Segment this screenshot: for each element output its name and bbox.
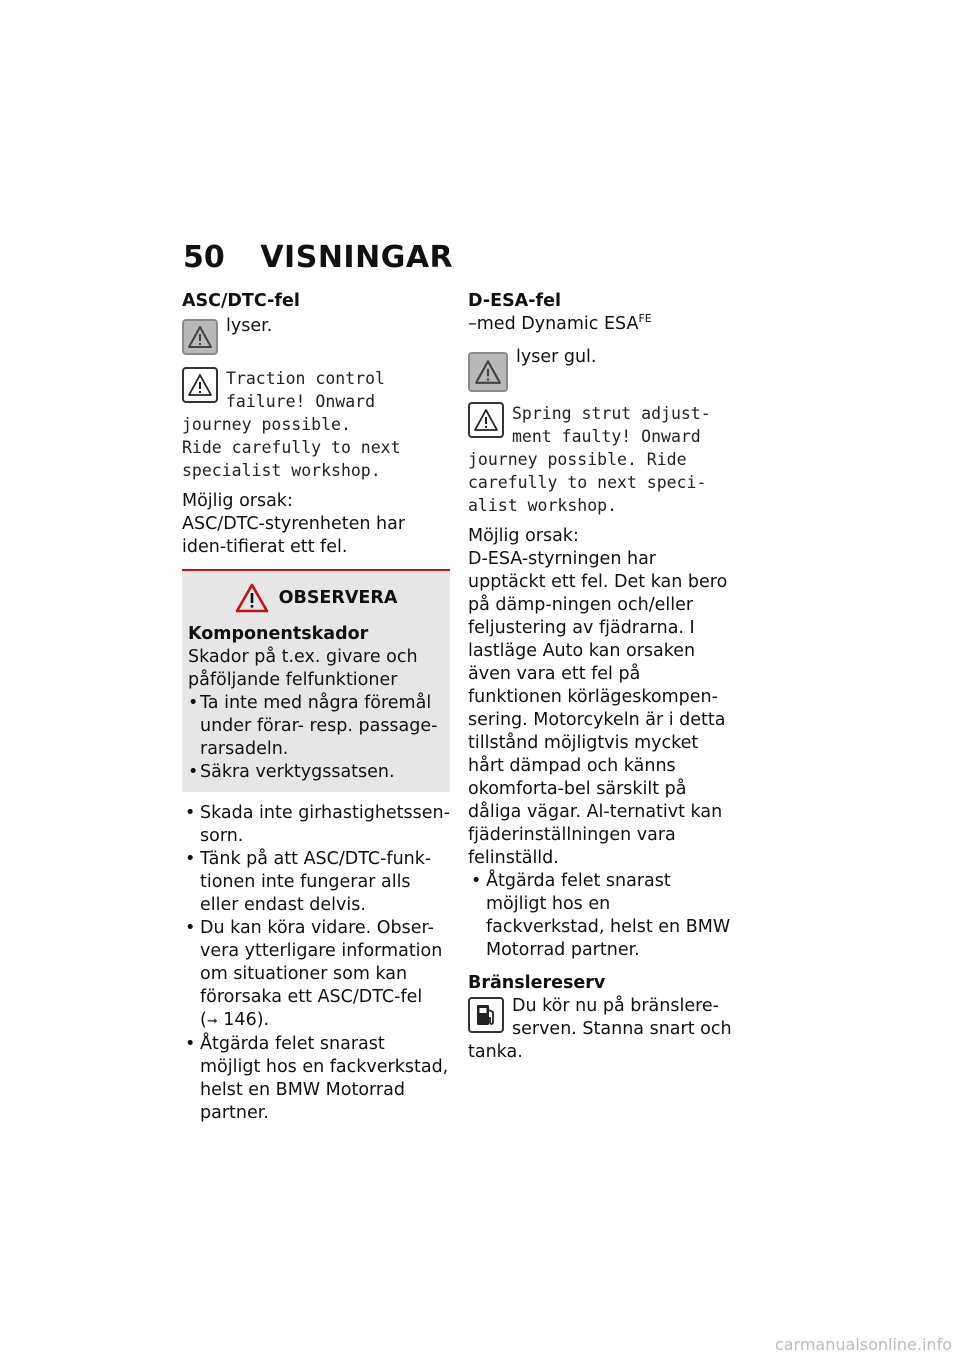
subtitle-superscript: FE (638, 312, 652, 326)
page-title: VISNINGAR (260, 240, 454, 275)
cause-label: Möjlig orsak: (182, 491, 293, 511)
section-heading-d-esa: D-ESA-fel (468, 291, 561, 311)
action-list (182, 802, 450, 1125)
list-item: • Åtgärda felet snarast möjligt hos en fackverkstad, helst en BMW Motorrad partner. (182, 1033, 450, 1125)
section-heading-asc-dtc: ASC/DTC-fel (182, 291, 300, 311)
section-subtitle (468, 313, 734, 336)
message-line: alist workshop. (468, 496, 618, 515)
note-header (188, 583, 444, 613)
message-line: carefully to next speci- (468, 473, 707, 492)
action-list (468, 870, 734, 962)
message-line: failure! Onward (226, 392, 376, 411)
list-item (182, 917, 450, 1033)
indicator-row-fuel (468, 995, 734, 1041)
cause-text: ASC/DTC-styrenheten har iden-tifierat ett fel. (182, 514, 406, 557)
list-item: • Säkra verktygssatsen. (188, 761, 444, 784)
section-heading-fuel-reserve: Bränslereserv (468, 973, 606, 993)
indicator-row-d-esa (468, 346, 734, 392)
cause-text: D-ESA-styrningen har upptäckt ett fel. Det kan bero på dämp-ningen och/eller feljustering av fjädrarna. I lastläge Auto kan orsaken även vara ett fel på funktionen körlägeskompen-sering. Motorcykeln är i detta tillstånd möjligtvis mycket hårt dämpad och känns okomforta-bel särskilt på dåliga vägar. Al-ternativt kan fjäderinställningen vara felinställd. (468, 549, 728, 868)
subtitle-text: –med Dynamic ESA (468, 314, 639, 334)
display-message-asc (182, 365, 450, 482)
message-line: journey possible. (182, 415, 351, 434)
warning-triangle-icon (468, 402, 504, 438)
page-reference-link[interactable]: 146). (217, 1010, 270, 1030)
observe-note (182, 569, 450, 792)
message-line: journey possible. Ride (468, 450, 687, 469)
indicator-row-asc (182, 313, 450, 355)
fuel-text: Du kör nu på bränslere-serven. Stanna snart och (512, 996, 732, 1039)
indicator-text: lyser. (226, 316, 273, 336)
message-line: specialist workshop. (182, 461, 381, 480)
indicator-text: lyser gul. (516, 347, 597, 367)
watermark: carmanualsonline.info (774, 1335, 952, 1354)
list-item-text: Du kan köra vidare. Obser-vera ytterligare information om situationer som kan förorsaka ett ASC/DTC-fel (200, 918, 443, 1007)
list-item: • Skada inte girhastighetssen-sorn. (182, 802, 450, 848)
message-line: Ride carefully to next (182, 438, 401, 457)
warning-triangle-icon (468, 352, 508, 392)
caution-triangle-icon (235, 583, 269, 613)
warning-triangle-icon (182, 367, 218, 403)
fuel-text-end: tanka. (468, 1042, 523, 1062)
message-line: ment faulty! Onward (512, 427, 701, 446)
note-title: Komponentskador (188, 624, 369, 644)
left-column (182, 290, 450, 1125)
cause-label: Möjlig orsak: (468, 526, 579, 546)
list-item: • Åtgärda felet snarast möjligt hos en fackverkstad, helst en BMW Motorrad partner. (468, 870, 734, 962)
page-header (183, 240, 453, 276)
fuel-pump-icon (468, 997, 504, 1033)
ref-open: ( (200, 1010, 207, 1030)
message-line: Spring strut adjust- (512, 404, 711, 423)
list-item: • Ta inte med några föremål under förar- resp. passage-rarsadeln. (188, 692, 444, 761)
right-column (468, 290, 734, 1064)
page-number: 50 (183, 240, 225, 275)
list-item: • Tänk på att ASC/DTC-funk-tionen inte fungerar alls eller endast delvis. (182, 848, 450, 917)
message-line: Traction control (226, 369, 385, 388)
display-message-d-esa (468, 400, 734, 517)
arrow-right-icon: ➞ (206, 1014, 218, 1029)
note-text: Skador på t.ex. givare och påföljande felfunktioner (188, 647, 418, 690)
warning-triangle-icon (182, 319, 218, 355)
note-list (188, 692, 444, 784)
note-label: OBSERVERA (278, 587, 398, 608)
